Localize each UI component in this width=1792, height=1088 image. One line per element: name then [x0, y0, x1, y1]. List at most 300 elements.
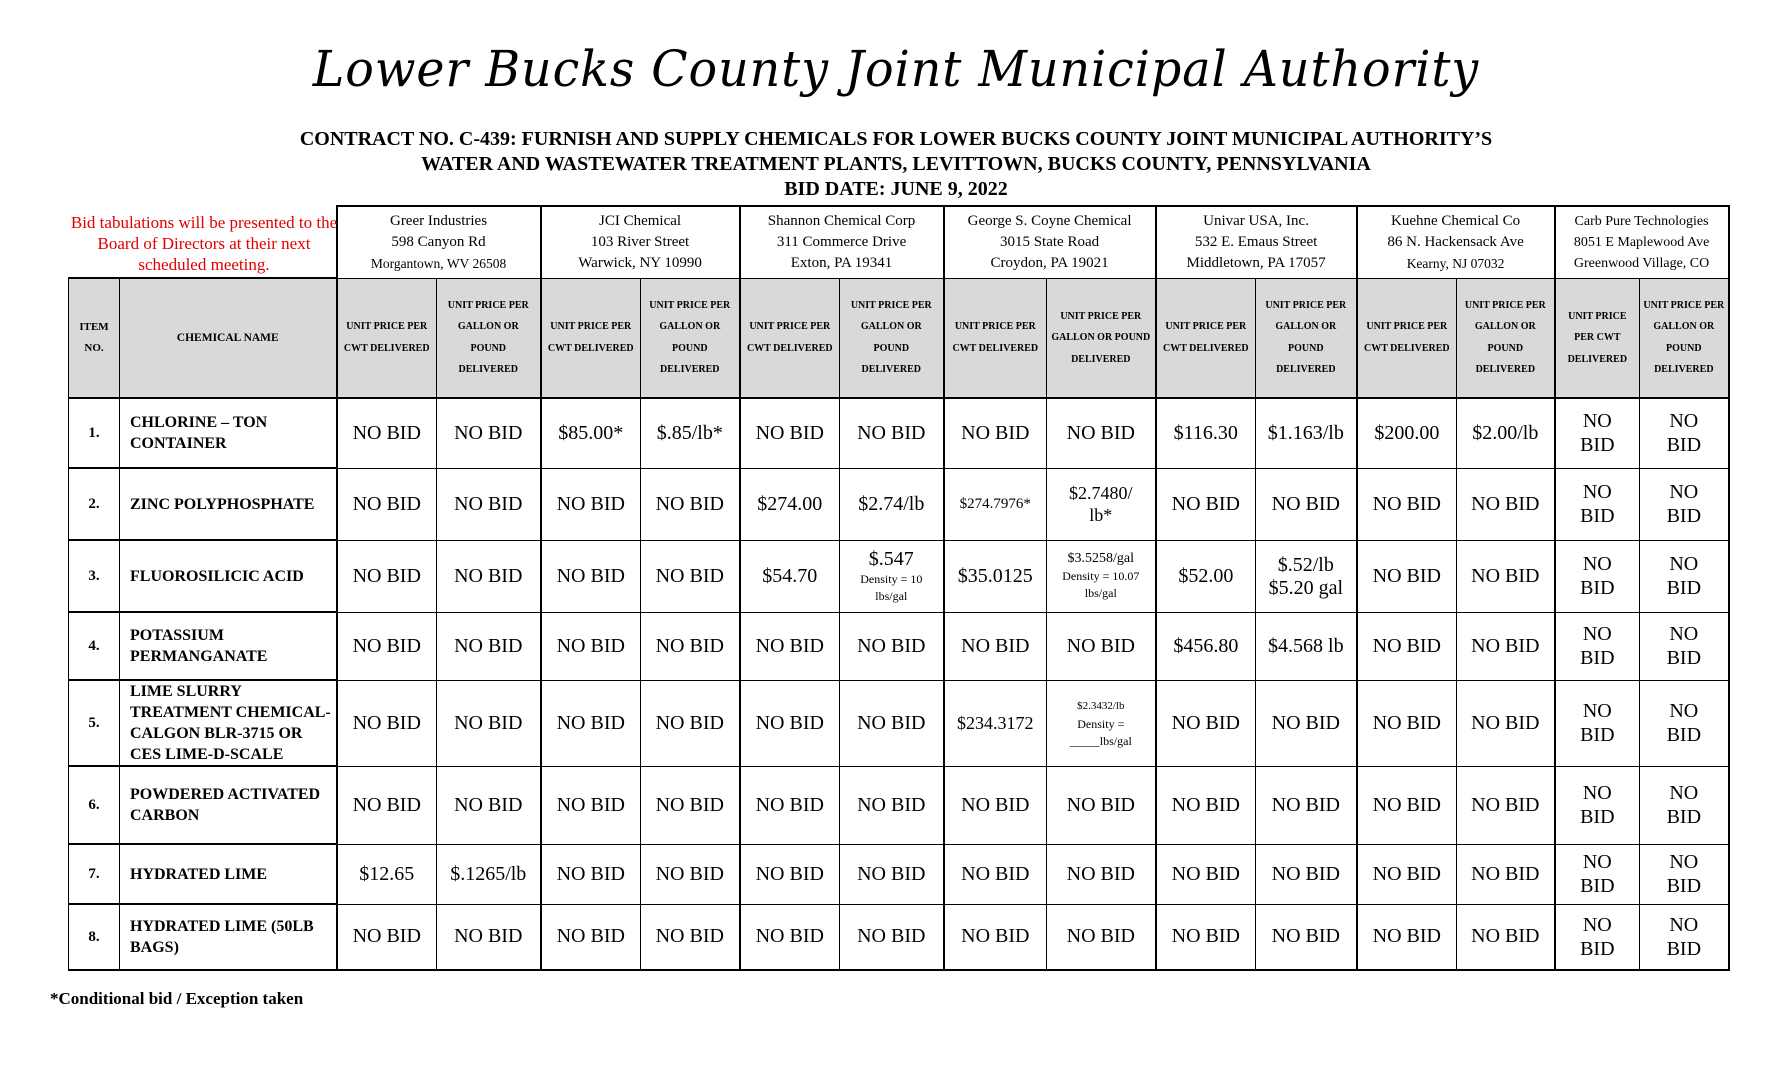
- price-value: NO BID: [1171, 862, 1240, 885]
- chemical-name: ZINC POLYPHOSPHATE: [120, 468, 337, 540]
- price-value: NO BID: [454, 711, 523, 734]
- chemical-name: HYDRATED LIME (50LB BAGS): [120, 904, 337, 970]
- price-per-unit: [1256, 904, 1357, 970]
- price-value: NO BID: [755, 793, 824, 816]
- price-per-unit: [437, 904, 541, 970]
- price-per-unit: [437, 468, 541, 540]
- price-per-unit: [1640, 680, 1729, 766]
- vendor-city: Warwick, NY 10990: [578, 254, 702, 271]
- price-value: NO BID: [1372, 564, 1441, 587]
- price-value: $234.3172: [957, 712, 1034, 733]
- vendor-city: Croydon, PA 19021: [990, 254, 1109, 271]
- price-per-unit: [1047, 766, 1156, 844]
- price-per-cwt: [1555, 766, 1640, 844]
- price-per-cwt: [1156, 398, 1256, 468]
- vendor-name: JCI Chemical: [598, 212, 682, 229]
- price-value: NO BID: [1171, 711, 1240, 734]
- price-per-cwt: [1555, 844, 1640, 904]
- price-per-unit: [840, 844, 944, 904]
- price-value: NO BID: [655, 925, 724, 948]
- price-per-cwt: [944, 680, 1047, 766]
- price-value: NO BID: [352, 793, 421, 816]
- price-per-unit: [437, 398, 541, 468]
- vendor-street: 311 Commerce Drive: [776, 233, 907, 250]
- price-per-cwt: [337, 680, 437, 766]
- table-row: [69, 844, 1729, 904]
- footnote: *Conditional bid / Exception taken: [50, 989, 304, 1008]
- unit-price-cwt-header: UNIT PRICE PER CWT DELIVERED: [944, 278, 1047, 398]
- price-value: NO BID: [352, 634, 421, 657]
- price-value: NO BID: [454, 634, 523, 657]
- price-per-unit: [641, 540, 740, 612]
- price-per-cwt: [337, 844, 437, 904]
- price-per-unit: [437, 612, 541, 680]
- price-value: NO BID: [1666, 851, 1702, 897]
- unit-price-gallon-header: UNIT PRICE PER GALLON OR POUND DELIVERED: [641, 278, 740, 398]
- price-value: NO BID: [1580, 782, 1615, 828]
- price-per-cwt: [944, 468, 1047, 540]
- chemical-name: CHLORINE – TON CONTAINER: [120, 398, 337, 468]
- price-value: NO BID: [1171, 492, 1240, 515]
- price-per-unit: [1457, 844, 1555, 904]
- price-value: NO BID: [1580, 700, 1615, 746]
- price-per-cwt: [1156, 468, 1256, 540]
- item-number: 3.: [69, 540, 120, 612]
- price-value: NO BID: [857, 793, 926, 816]
- price-value: $54.70: [762, 564, 818, 587]
- contract-heading: [0, 127, 1792, 202]
- price-note: Density = 10 lbs/gal: [860, 571, 923, 603]
- vendor-greer: [337, 206, 541, 278]
- price-value: NO BID: [1580, 851, 1615, 897]
- price-per-cwt: [541, 904, 641, 970]
- vendor-city: Kearny, NJ 07032: [1406, 255, 1505, 271]
- price-value: $.85/lb*: [656, 421, 723, 444]
- price-value: NO BID: [1471, 564, 1540, 587]
- price-value: NO BID: [1580, 481, 1615, 527]
- price-per-cwt: [740, 612, 840, 680]
- price-per-unit: [1640, 540, 1729, 612]
- price-value: NO BID: [556, 711, 625, 734]
- table-row: [69, 398, 1729, 468]
- price-value: NO BID: [1066, 862, 1135, 885]
- vendor-jci: [541, 206, 740, 278]
- price-per-cwt: [944, 540, 1047, 612]
- price-value: NO BID: [961, 634, 1030, 657]
- table-row: [69, 540, 1729, 612]
- price-per-unit: [641, 844, 740, 904]
- column-header-row: [69, 278, 1729, 398]
- price-value: NO BID: [1066, 793, 1135, 816]
- chemical-name: POWDERED ACTIVATED CARBON: [120, 766, 337, 844]
- vendor-carbpure: [1555, 206, 1729, 278]
- price-per-unit: [437, 680, 541, 766]
- price-per-unit: [1640, 612, 1729, 680]
- price-per-unit: [437, 844, 541, 904]
- price-value: $2.74/lb: [858, 492, 925, 515]
- price-per-cwt: [1156, 844, 1256, 904]
- vendor-street: 86 N. Hackensack Ave: [1387, 233, 1524, 250]
- price-per-cwt: [337, 398, 437, 468]
- price-per-unit: [840, 540, 944, 612]
- item-number: 5.: [69, 680, 120, 766]
- price-value: NO BID: [1666, 913, 1702, 960]
- price-value: NO BID: [1666, 553, 1702, 599]
- price-per-unit: [840, 680, 944, 766]
- vendor-name: Greer Industries: [389, 212, 488, 229]
- price-per-cwt: [740, 468, 840, 540]
- price-value: NO BID: [655, 711, 724, 734]
- item-number: 2.: [69, 468, 120, 540]
- price-value: NO BID: [857, 925, 926, 948]
- price-per-cwt: [1555, 612, 1640, 680]
- price-per-unit: [437, 766, 541, 844]
- price-value: NO BID: [1580, 623, 1615, 669]
- item-number: 1.: [69, 398, 120, 468]
- price-per-unit: [1256, 680, 1357, 766]
- price-per-cwt: [1555, 398, 1640, 468]
- price-per-cwt: [1156, 904, 1256, 970]
- price-per-cwt: [1357, 904, 1457, 970]
- unit-price-gallon-header: UNIT PRICE PER GALLON OR POUND DELIVERED: [1256, 278, 1357, 398]
- price-value: NO BID: [755, 711, 824, 734]
- price-value: $52.00: [1178, 564, 1234, 587]
- price-per-cwt: [337, 468, 437, 540]
- item-number: 8.: [69, 904, 120, 970]
- price-value: NO BID: [655, 793, 724, 816]
- price-value: $1.163/lb: [1267, 421, 1344, 444]
- price-per-unit: [1047, 680, 1156, 766]
- price-per-cwt: [740, 904, 840, 970]
- unit-price-cwt-header: UNIT PRICE PER CWT DELIVERED: [541, 278, 641, 398]
- price-value: NO BID: [857, 421, 926, 444]
- price-per-cwt: [1357, 468, 1457, 540]
- price-value: NO BID: [1171, 793, 1240, 816]
- price-per-unit: [1256, 612, 1357, 680]
- bid-tabulation-table: [68, 205, 1730, 971]
- price-value: NO BID: [1372, 711, 1441, 734]
- price-value: NO BID: [1580, 913, 1615, 960]
- price-value: NO BID: [1471, 711, 1540, 734]
- vendor-name: Kuehne Chemical Co: [1390, 212, 1521, 229]
- price-value: NO BID: [655, 492, 724, 515]
- bid-rows: [69, 398, 1729, 970]
- price-value: NO BID: [1666, 481, 1702, 527]
- price-note: Density = 10.07 lbs/gal: [1062, 569, 1140, 600]
- price-value: NO BID: [655, 634, 724, 657]
- price-value: NO BID: [352, 421, 421, 444]
- price-per-cwt: [1555, 680, 1640, 766]
- chemical-name: LIME SLURRY TREATMENT CHEMICAL-CALGON BLR-3715 OR CES LIME-D-SCALE: [120, 680, 337, 766]
- price-per-unit: [840, 398, 944, 468]
- price-value: NO BID: [454, 793, 523, 816]
- price-per-cwt: [740, 540, 840, 612]
- price-per-unit: [641, 904, 740, 970]
- price-per-unit: [1640, 844, 1729, 904]
- price-value: NO BID: [1666, 700, 1702, 746]
- vendor-city: Greenwood Village, CO: [1573, 255, 1710, 271]
- price-value: NO BID: [1066, 421, 1135, 444]
- price-per-cwt: [337, 540, 437, 612]
- price-per-cwt: [1357, 540, 1457, 612]
- price-value: NO BID: [556, 492, 625, 515]
- price-per-unit: [1047, 540, 1156, 612]
- table-row: [69, 680, 1729, 766]
- price-value: $456.80: [1173, 634, 1239, 657]
- table-row: [69, 612, 1729, 680]
- price-value: NO BID: [961, 421, 1030, 444]
- price-value: NO BID: [1372, 492, 1441, 515]
- price-value: NO BID: [1372, 925, 1441, 948]
- price-per-unit: [1457, 904, 1555, 970]
- price-per-cwt: [944, 766, 1047, 844]
- price-note: $5.20 gal: [1268, 576, 1344, 599]
- price-per-unit: [1457, 398, 1555, 468]
- price-per-cwt: [541, 468, 641, 540]
- price-per-cwt: [541, 612, 641, 680]
- price-value: NO BID: [1471, 492, 1540, 515]
- price-per-unit: [1256, 844, 1357, 904]
- vendor-name: Carb Pure Technologies: [1574, 213, 1709, 229]
- vendor-city: Exton, PA 19341: [790, 254, 893, 271]
- price-value: $2.7480/ lb*: [1069, 483, 1133, 525]
- price-per-unit: [1256, 540, 1357, 612]
- price-value: NO BID: [755, 925, 824, 948]
- price-value: $.1265/lb: [450, 862, 527, 885]
- price-per-cwt: [944, 612, 1047, 680]
- price-per-cwt: [337, 766, 437, 844]
- vendor-city: Middletown, PA 17057: [1186, 254, 1326, 271]
- price-value: NO BID: [857, 862, 926, 885]
- price-per-cwt: [740, 680, 840, 766]
- unit-price-gallon-header: UNIT PRICE PER GALLON OR POUND DELIVERED: [437, 278, 541, 398]
- price-value: NO BID: [1471, 793, 1540, 816]
- price-value: NO BID: [961, 925, 1030, 948]
- price-per-unit: [1457, 680, 1555, 766]
- price-per-cwt: [944, 844, 1047, 904]
- chemical-name: FLUOROSILICIC ACID: [120, 540, 337, 612]
- price-per-unit: [641, 766, 740, 844]
- price-per-cwt: [541, 540, 641, 612]
- price-value: NO BID: [1066, 925, 1135, 948]
- price-per-unit: [1256, 468, 1357, 540]
- vendor-coyne: [944, 206, 1156, 278]
- price-per-unit: [1457, 468, 1555, 540]
- price-per-unit: [1640, 468, 1729, 540]
- price-value: NO BID: [352, 564, 421, 587]
- price-per-cwt: [1357, 844, 1457, 904]
- price-per-cwt: [944, 904, 1047, 970]
- price-value: NO BID: [1271, 862, 1340, 885]
- price-per-unit: [840, 612, 944, 680]
- price-per-cwt: [1357, 612, 1457, 680]
- vendor-name: Univar USA, Inc.: [1203, 212, 1309, 229]
- price-value: NO BID: [1066, 634, 1135, 657]
- unit-price-cwt-header: UNIT PRICE PER CWT DELIVERED: [1555, 278, 1640, 398]
- price-value: NO BID: [1271, 492, 1340, 515]
- vendor-street: 532 E. Emaus Street: [1194, 233, 1318, 250]
- price-per-unit: [840, 904, 944, 970]
- price-per-unit: [641, 398, 740, 468]
- item-number: 6.: [69, 766, 120, 844]
- price-value: NO BID: [755, 634, 824, 657]
- price-per-unit: [1457, 612, 1555, 680]
- price-per-cwt: [337, 904, 437, 970]
- price-per-cwt: [1357, 680, 1457, 766]
- contract-line-2: WATER AND WASTEWATER TREATMENT PLANTS, LEVITTOWN, BUCKS COUNTY, PENNSYLVANIA: [421, 153, 1371, 175]
- price-note: Density = _____lbs/gal: [1069, 717, 1132, 748]
- price-value: NO BID: [961, 862, 1030, 885]
- price-value: $274.00: [757, 492, 823, 515]
- vendor-city: Morgantown, WV 26508: [370, 255, 507, 271]
- chemical-name: POTASSIUM PERMANGANATE: [120, 612, 337, 680]
- price-per-cwt: [1156, 680, 1256, 766]
- price-per-unit: [1047, 844, 1156, 904]
- price-value: NO BID: [961, 793, 1030, 816]
- vendor-street: 598 Canyon Rd: [391, 233, 486, 250]
- price-value: NO BID: [1471, 862, 1540, 885]
- unit-price-gallon-header: UNIT PRICE PER GALLON OR POUND DELIVERED: [1640, 278, 1729, 398]
- vendor-kuehne: [1357, 206, 1555, 278]
- organization-title: Lower Bucks County Joint Municipal Authority: [312, 40, 1480, 98]
- price-value: NO BID: [1471, 634, 1540, 657]
- price-per-unit: [1047, 468, 1156, 540]
- price-value: $2.3432/lb: [1077, 700, 1125, 712]
- price-per-cwt: [541, 680, 641, 766]
- price-value: NO BID: [454, 925, 523, 948]
- price-per-unit: [641, 468, 740, 540]
- price-per-unit: [840, 468, 944, 540]
- board-note: Bid tabulations will be presented to the Board of Directors at their next scheduled meeting.: [70, 213, 338, 274]
- vendor-street: 103 River Street: [590, 233, 690, 250]
- price-per-cwt: [1156, 766, 1256, 844]
- unit-price-gallon-header: UNIT PRICE PER GALLON OR POUND DELIVERED: [1047, 278, 1156, 398]
- price-value: $12.65: [359, 862, 415, 885]
- price-per-cwt: [337, 612, 437, 680]
- price-value: NO BID: [1666, 623, 1702, 669]
- chemical-name-header: CHEMICAL NAME: [120, 278, 337, 398]
- price-per-cwt: [1555, 904, 1640, 970]
- bid-date: BID DATE: JUNE 9, 2022: [784, 178, 1008, 200]
- price-per-unit: [1047, 904, 1156, 970]
- unit-price-cwt-header: UNIT PRICE PER CWT DELIVERED: [337, 278, 437, 398]
- price-value: NO BID: [1271, 925, 1340, 948]
- price-value: NO BID: [556, 793, 625, 816]
- price-per-cwt: [944, 398, 1047, 468]
- price-per-unit: [641, 680, 740, 766]
- price-per-unit: [1256, 766, 1357, 844]
- price-value: NO BID: [755, 421, 824, 444]
- price-per-cwt: [1357, 398, 1457, 468]
- price-per-cwt: [740, 766, 840, 844]
- price-value: $4.568 lb: [1268, 634, 1344, 657]
- price-value: NO BID: [556, 564, 625, 587]
- price-value: $85.00*: [558, 421, 624, 444]
- price-value: NO BID: [556, 862, 625, 885]
- vendor-name: George S. Coyne Chemical: [967, 212, 1132, 229]
- price-value: $200.00: [1374, 421, 1440, 444]
- price-value: NO BID: [454, 421, 523, 444]
- price-value: NO BID: [1271, 793, 1340, 816]
- price-value: NO BID: [1171, 925, 1240, 948]
- price-per-cwt: [541, 766, 641, 844]
- price-value: NO BID: [352, 492, 421, 515]
- price-per-cwt: [740, 398, 840, 468]
- table-row: [69, 766, 1729, 844]
- price-per-unit: [1047, 612, 1156, 680]
- price-per-unit: [1640, 904, 1729, 970]
- vendor-shannon: [740, 206, 944, 278]
- vendor-univar: [1156, 206, 1357, 278]
- item-number: 7.: [69, 844, 120, 904]
- price-per-unit: [840, 766, 944, 844]
- price-per-cwt: [1555, 468, 1640, 540]
- price-value: NO BID: [1580, 553, 1615, 599]
- vendor-street: 8051 E Maplewood Ave: [1573, 234, 1710, 250]
- chemical-name: HYDRATED LIME: [120, 844, 337, 904]
- price-per-cwt: [740, 844, 840, 904]
- price-value: NO BID: [857, 711, 926, 734]
- price-value: NO BID: [352, 925, 421, 948]
- price-value: NO BID: [1372, 862, 1441, 885]
- price-value: NO BID: [454, 564, 523, 587]
- price-value: NO BID: [1666, 782, 1702, 828]
- price-value: NO BID: [352, 711, 421, 734]
- price-value: NO BID: [1666, 410, 1702, 457]
- price-per-cwt: [1555, 540, 1640, 612]
- item-no-header: ITEM NO.: [69, 278, 120, 398]
- vendor-name: Shannon Chemical Corp: [767, 212, 916, 229]
- unit-price-cwt-header: UNIT PRICE PER CWT DELIVERED: [740, 278, 840, 398]
- price-per-cwt: [1156, 540, 1256, 612]
- price-value: NO BID: [1580, 410, 1615, 457]
- price-value: NO BID: [556, 925, 625, 948]
- item-number: 4.: [69, 612, 120, 680]
- price-per-cwt: [541, 398, 641, 468]
- price-value: NO BID: [857, 634, 926, 657]
- price-per-unit: [1256, 398, 1357, 468]
- price-value: $116.30: [1173, 421, 1238, 444]
- price-value: NO BID: [1271, 711, 1340, 734]
- price-value: NO BID: [655, 564, 724, 587]
- vendor-street: 3015 State Road: [999, 233, 1100, 250]
- price-per-unit: [641, 612, 740, 680]
- unit-price-gallon-header: UNIT PRICE PER GALLON OR POUND DELIVERED: [840, 278, 944, 398]
- price-per-unit: [1047, 398, 1156, 468]
- price-per-unit: [1640, 766, 1729, 844]
- price-value: $2.00/lb: [1472, 421, 1539, 444]
- price-per-cwt: [541, 844, 641, 904]
- price-value: NO BID: [655, 862, 724, 885]
- price-value: NO BID: [1471, 925, 1540, 948]
- price-per-unit: [437, 540, 541, 612]
- unit-price-cwt-header: UNIT PRICE PER CWT DELIVERED: [1357, 278, 1457, 398]
- price-per-cwt: [1156, 612, 1256, 680]
- price-value: NO BID: [556, 634, 625, 657]
- price-value: NO BID: [1372, 793, 1441, 816]
- price-value: $.52/lb: [1277, 553, 1334, 576]
- contract-line-1: CONTRACT NO. C-439: FURNISH AND SUPPLY CHEMICALS FOR LOWER BUCKS COUNTY JOINT MUNICIPAL AUTHORITY’S: [299, 128, 1493, 150]
- price-value: $274.7976*: [959, 496, 1031, 512]
- price-value: $3.5258/gal: [1067, 551, 1135, 566]
- price-value: $.547: [868, 547, 914, 570]
- price-value: NO BID: [454, 492, 523, 515]
- price-per-cwt: [1357, 766, 1457, 844]
- table-row: [69, 468, 1729, 540]
- price-per-unit: [1640, 398, 1729, 468]
- price-value: $35.0125: [957, 564, 1033, 587]
- unit-price-cwt-header: UNIT PRICE PER CWT DELIVERED: [1156, 278, 1256, 398]
